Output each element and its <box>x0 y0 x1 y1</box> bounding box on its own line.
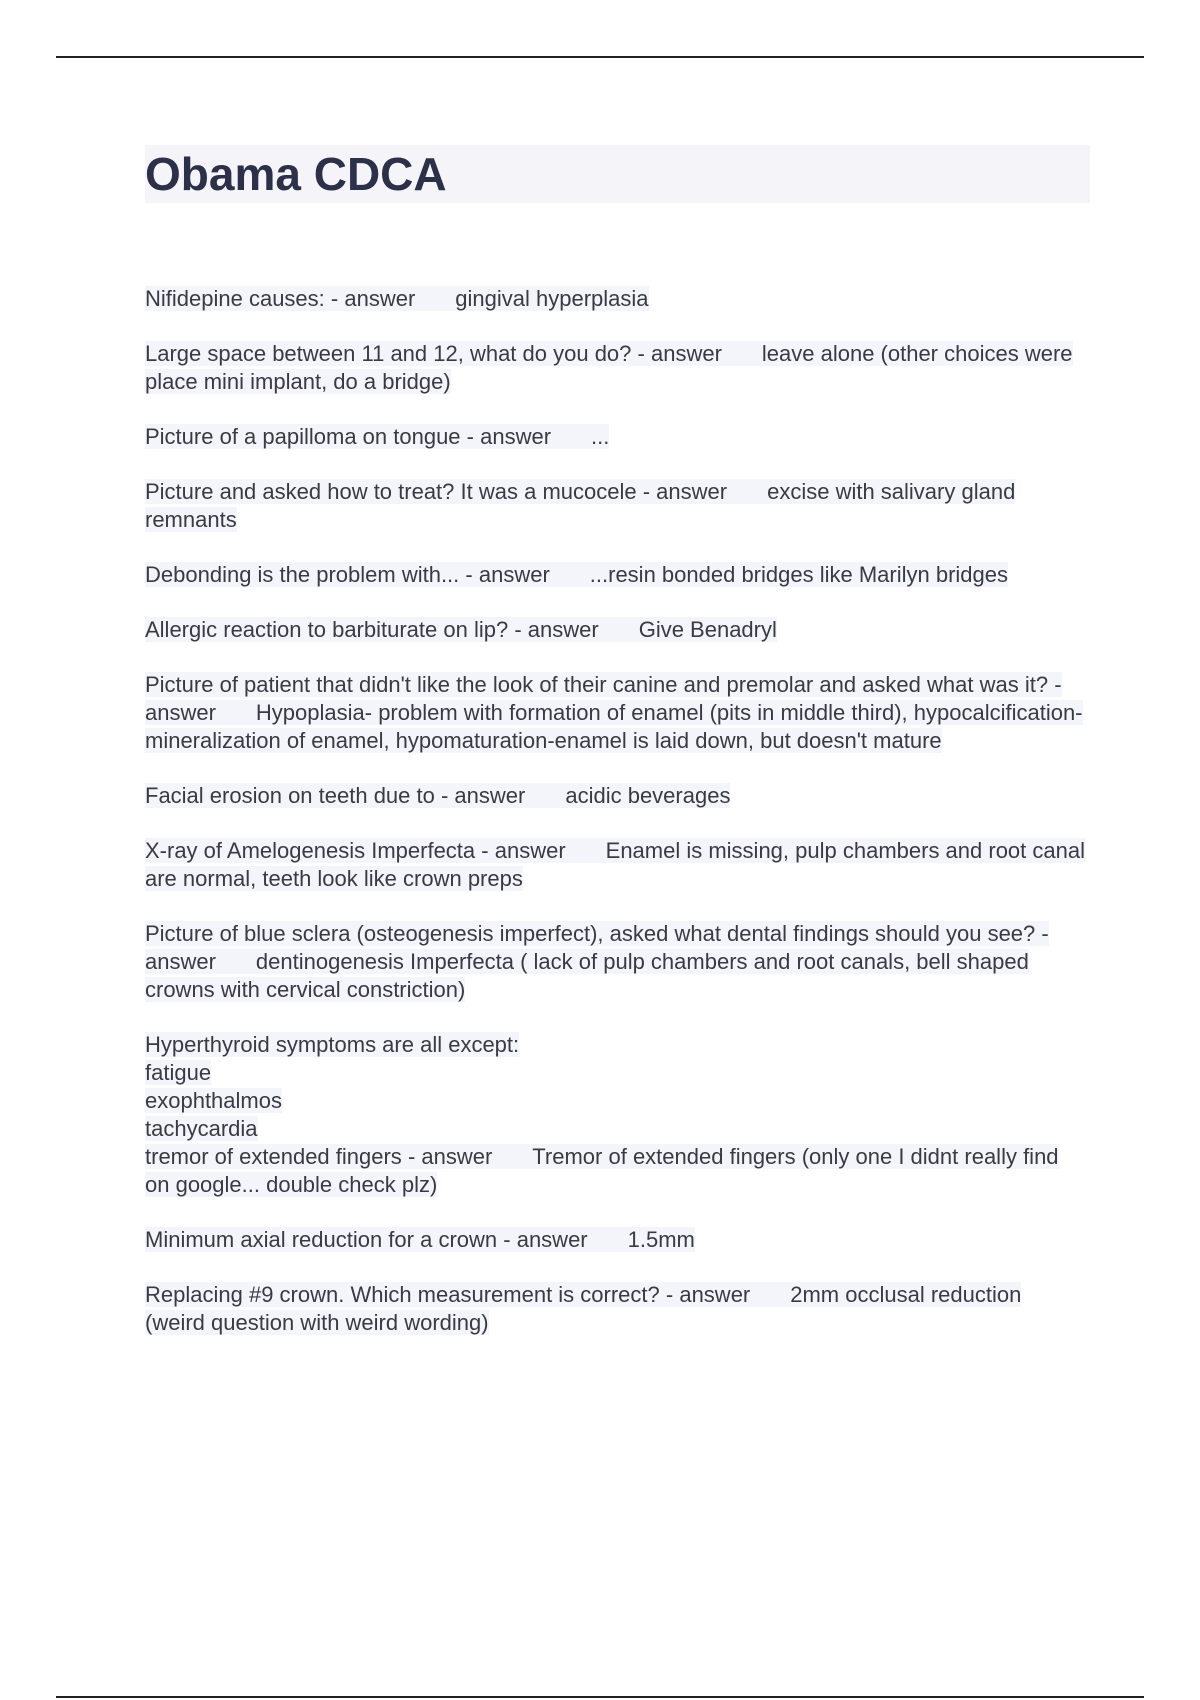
answer-text: Give Benadryl <box>638 617 777 642</box>
answer-separator: - answer <box>407 1144 493 1169</box>
answer-separator: - answer <box>481 838 566 863</box>
answer-separator: - answer <box>642 479 728 504</box>
answer-text: 1.5mm <box>627 1227 695 1252</box>
question-text: X-ray of Amelogenesis Imperfecta <box>145 838 476 863</box>
qa-item <box>145 837 1085 893</box>
answer-separator: - answer <box>145 921 1049 974</box>
qa-item <box>145 285 1085 313</box>
answer-separator: - answer <box>465 562 550 587</box>
answer-separator: - answer <box>503 1227 588 1252</box>
answer-text: Enamel is missing, pulp chambers and root canal are normal, teeth look like crown preps <box>145 838 1085 891</box>
answer-separator: - answer <box>330 286 416 311</box>
option-line: exophthalmos <box>145 1088 282 1113</box>
qa-item <box>145 478 1085 534</box>
question-text: Picture of patient that didn't like the look of their canine and premolar and asked what was it? <box>145 672 1049 697</box>
answer-separator: - answer <box>145 672 1062 725</box>
qa-item <box>145 1281 1085 1337</box>
footer-rule <box>56 1696 1144 1698</box>
answer-separator: - answer <box>466 424 552 449</box>
answer-separator: - answer <box>440 783 526 808</box>
question-text: Minimum axial reduction for a crown <box>145 1227 498 1252</box>
answer-text: Tremor of extended fingers (only one I didnt really find on google... double check plz) <box>145 1144 1059 1197</box>
answer-text: excise with salivary gland remnants <box>145 479 1016 532</box>
question-text: Replacing #9 crown. Which measurement is correct? <box>145 1282 660 1307</box>
answer-text: dentinogenesis Imperfecta ( lack of pulp chambers and root canals, bell shaped crowns with cervical constriction) <box>145 949 1029 1002</box>
question-text: Picture of blue sclera (osteogenesis imperfect), asked what dental findings should you see? <box>145 921 1036 946</box>
qa-item <box>145 561 1085 589</box>
answer-text: acidic beverages <box>565 783 731 808</box>
qa-item-hyperthyroid <box>145 1031 1085 1199</box>
question-text: Debonding is the problem with... <box>145 562 460 587</box>
option-line: tremor of extended fingers <box>145 1144 402 1169</box>
answer-text: 2mm occlusal reduction (weird question with weird wording) <box>145 1282 1022 1335</box>
question-line: Hyperthyroid symptoms are all except: <box>145 1032 520 1057</box>
qa-item <box>145 340 1085 396</box>
question-text: Allergic reaction to barbiturate on lip? <box>145 617 509 642</box>
question-text: Picture and asked how to treat? It was a mucocele <box>145 479 637 504</box>
answer-text: Hypoplasia- problem with formation of enamel (pits in middle third), hypocalcification-mineralization of enamel, hypomaturation-enamel is laid down, but doesn't mature <box>145 700 1083 753</box>
qa-item <box>145 920 1085 1004</box>
header-rule <box>56 56 1144 58</box>
answer-text: ... <box>591 424 610 449</box>
answer-text: leave alone (other choices were place mini implant, do a bridge) <box>145 341 1073 394</box>
answer-separator: - answer <box>637 341 722 366</box>
answer-text: ...resin bonded bridges like Marilyn bridges <box>589 562 1008 587</box>
question-text: Large space between 11 and 12, what do you do? <box>145 341 632 366</box>
question-text: Facial erosion on teeth due to <box>145 783 435 808</box>
qa-item <box>145 423 1085 451</box>
qa-item <box>145 1226 1085 1254</box>
qa-item <box>145 782 1085 810</box>
qa-list <box>145 285 1085 1364</box>
answer-text: gingival hyperplasia <box>455 286 649 311</box>
qa-item <box>145 616 1085 644</box>
page-title: Obama CDCA <box>145 148 447 200</box>
answer-separator: - answer <box>665 1282 751 1307</box>
option-line: fatigue <box>145 1060 212 1085</box>
question-text: Nifidepine causes: <box>145 286 325 311</box>
question-text: Picture of a papilloma on tongue <box>145 424 461 449</box>
answer-separator: - answer <box>514 617 599 642</box>
qa-item <box>145 671 1085 755</box>
option-line: tachycardia <box>145 1116 258 1141</box>
